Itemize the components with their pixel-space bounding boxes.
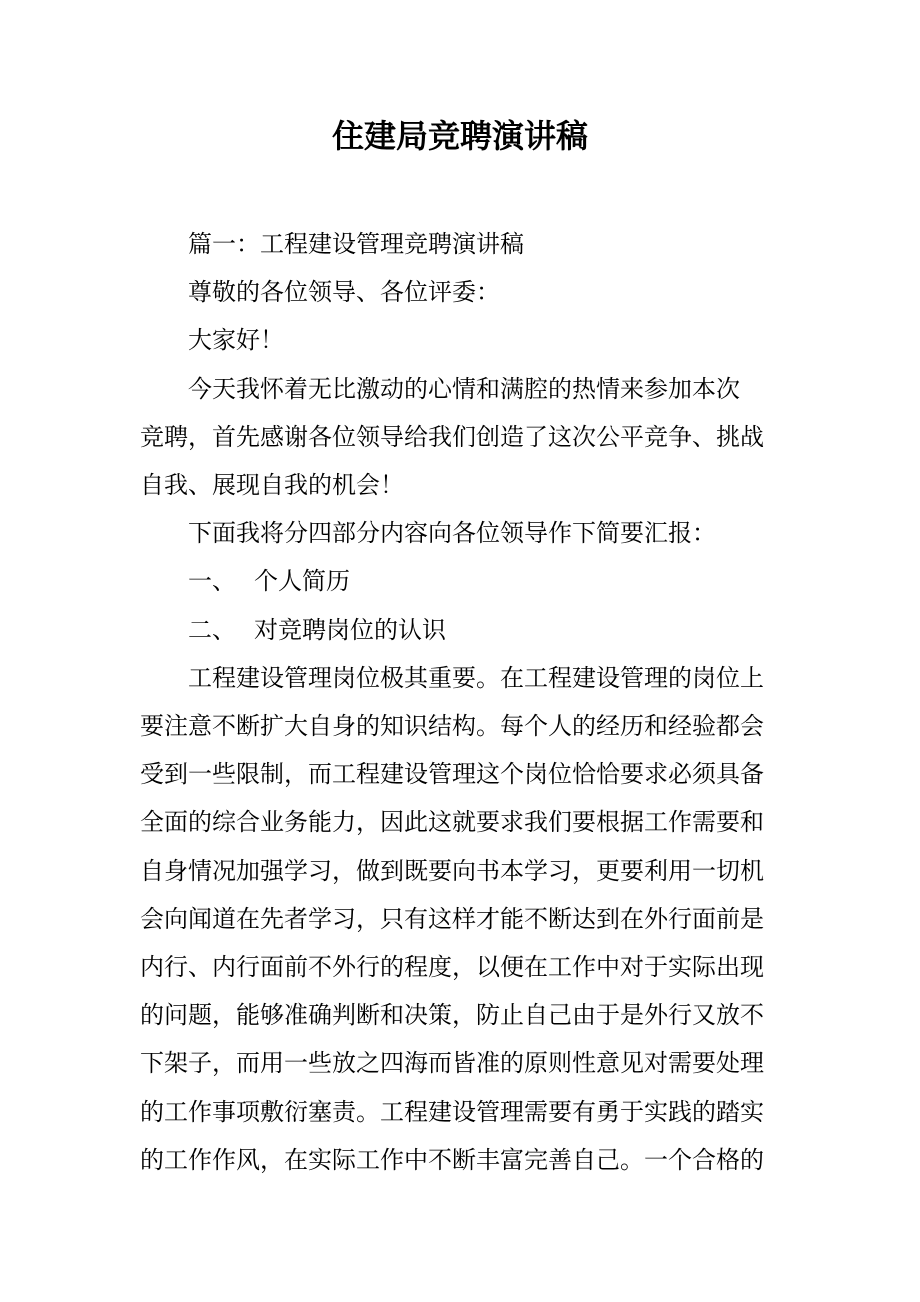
paragraph-line: 的工作事项敷衍塞责。工程建设管理需要有勇于实践的踏实 [140,1097,764,1126]
paragraph-line: 自身情况加强学习，做到既要向书本学习，更要利用一切机 [140,856,764,885]
main-paragraph [140,654,782,1184]
outline-number: 一、 [188,567,236,596]
salutation: 尊敬的各位领导、各位评委： [188,278,500,307]
document-title: 住建局竞聘演讲稿 [331,117,588,155]
intro-paragraph [140,365,782,510]
section-heading: 篇一：工程建设管理竞聘演讲稿 [188,230,524,258]
outline-item [140,557,782,605]
paragraph-line: 的工作作风，在实际工作中不断丰富完善自己。一个合格的 [140,1145,764,1174]
paragraph-line: 工程建设管理岗位极其重要。在工程建设管理的岗位上 [188,663,764,692]
paragraph-line: 会向闻道在先者学习，只有这样才能不断达到在外行面前是 [140,904,764,933]
outline-number: 二、 [188,615,236,644]
report-intro: 下面我将分四部分内容向各位领导作下简要汇报： [188,519,716,548]
paragraph-line: 下架子，而用一些放之四海而皆准的原则性意见对需要处理 [140,1049,764,1078]
outline-item [140,606,782,654]
outline-text: 个人简历 [254,567,350,596]
paragraph-line: 要注意不断扩大自身的知识结构。每个人的经历和经验都会 [140,712,764,741]
document-body [140,220,782,1184]
paragraph-line: 的问题，能够准确判断和决策，防止自己由于是外行又放不 [140,1001,764,1030]
paragraph-line: 全面的综合业务能力，因此这就要求我们要根据工作需要和 [140,808,764,837]
paragraph-line: 今天我怀着无比激动的心情和满腔的热情来参加本次 [188,374,740,403]
paragraph-line: 自我、展现自我的机会！ [140,471,404,500]
outline-text: 对竞聘岗位的认识 [254,615,446,644]
paragraph-line: 受到一些限制，而工程建设管理这个岗位恰恰要求必须具备 [140,760,764,789]
paragraph-line: 内行、内行面前不外行的程度，以便在工作中对于实际出现 [140,953,764,982]
paragraph-line: 竞聘，首先感谢各位领导给我们创造了这次公平竞争、挑战 [140,422,764,451]
greeting: 大家好！ [188,326,284,355]
